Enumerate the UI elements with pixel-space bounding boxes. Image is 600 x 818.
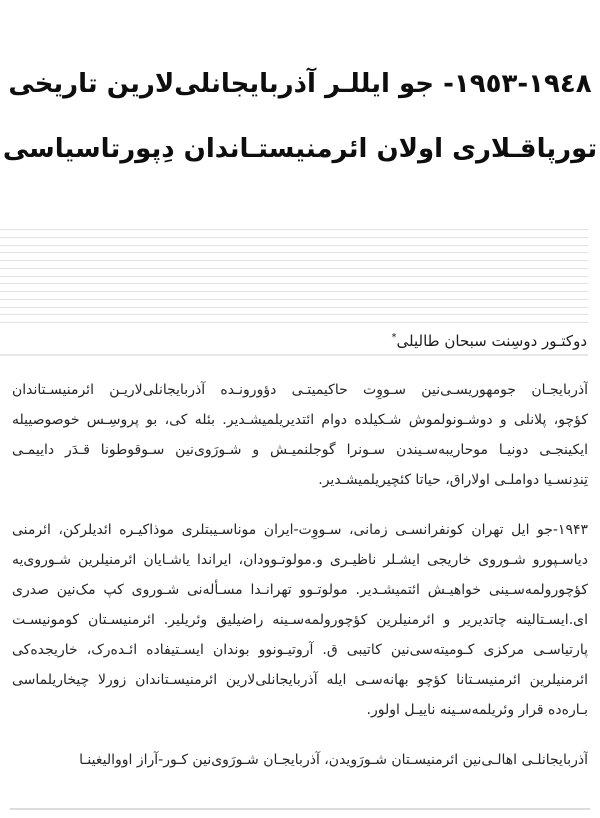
ruled-line xyxy=(0,314,588,315)
ruled-line xyxy=(0,283,588,284)
body-line: دیاسـپورو شـوروی خاریجی ایشـلر ناظیـری و.مولوتـوودان، ایراندا یاشـایان ائرمنیلرین شـوروی‌یه xyxy=(12,552,588,568)
body-paragraph-1 xyxy=(12,375,588,495)
ruled-line xyxy=(0,252,588,253)
author-line xyxy=(392,326,587,353)
body-line: کؤچو، پلانلی و دوشـونولموش شـکیلده دوام ائتدیریلمیشـدیر. بئله کی، بو پروسِـس خوصوصییله xyxy=(12,412,588,428)
decorative-ruled-lines xyxy=(0,229,588,330)
body-line: ایکینجـی دونیـا موحاریبه‌سـیندن سـونرا گوجلنمیـش و شـورَوی‌نین سـوقوطونا قـدَر داییمـی xyxy=(12,442,588,458)
body-paragraph-3 xyxy=(12,745,588,775)
article-body xyxy=(12,375,588,795)
ruled-line xyxy=(0,307,588,308)
article-title xyxy=(0,52,600,182)
author-name: دوکتـور دوسِنت سبحان طالیلی xyxy=(396,332,587,350)
body-line: تِندِنسـیا دواملـی اولاراق، حیاتا کئچیریلمیشـدیر. xyxy=(318,472,588,488)
body-paragraph-2 xyxy=(12,515,588,725)
author-separator-line xyxy=(0,354,588,356)
body-line: آذربایجـان جومهوریسـی‌نین سـووِت حاکیمیتـی دؤورونـده آذربایجانلی‌لاریـن ائرمنیسـتاندان xyxy=(12,382,588,398)
body-line: ائرمنیلرین ائرمنیسـتانا کؤچو بهانه‌سـی ایله آذربایجانلی‌لارین ائرمنیسـتاندان زورلا چیخاریلماسی xyxy=(12,672,588,688)
ruled-line xyxy=(0,322,588,323)
ruled-line xyxy=(0,237,588,238)
body-line: بـاره‌ده قرار وئریلمه‌سـینه ناییـل اولور. xyxy=(366,702,588,718)
footnote-marker-icon: * xyxy=(391,332,397,343)
article-title-line-1: ١٩٤٨-١٩٥٣- جو ایللـر آذربایجانلی‌لارین تاریخی xyxy=(8,69,592,99)
ruled-line xyxy=(0,291,588,292)
ruled-line xyxy=(0,299,588,300)
body-line: ۱۹۴۳-جو ایل تهران کونفرانسـی زمانی، سـووِت-ایران موناسـیبتلری موذاکیـره ائدیلرکن، ائرمنی xyxy=(12,522,588,538)
ruled-line xyxy=(0,245,588,246)
article-title-line-2: تورپاقـلاری اولان ائرمنیستـاندان دِپورتاسیاسی xyxy=(2,134,598,164)
body-line: کؤچورولمه‌سـینی خواهیـش ائتمیشـدیر. مولوتـوو تهرانـدا مسـأله‌نی شـوروی کپ مک‌نین صدری xyxy=(12,582,588,598)
body-line: پارتیاسـی مرکزی کـومیته‌سی‌نین کاتیبی ق. آروتیـونوو بوندان ایسـتیفاده ائـده‌رک، خاریجده‌کی xyxy=(12,642,588,658)
ruled-line xyxy=(0,260,588,261)
footnote-separator-line xyxy=(10,808,590,810)
body-line: آذربایجانلـی اهالـی‌نین ائرمنیسـتان شـورَویدن، آذربایجـان شـورَوی‌نین کـور-آراز اووالیغینـا xyxy=(79,752,588,768)
body-line: ای.ایسـتالینه چاتدیریر و ائرمنیلرین کؤچورولمه‌سـینه راضیلیق وئریلیر. ائرمنیسـتان کومونیسـت xyxy=(12,612,588,628)
ruled-line xyxy=(0,268,588,269)
ruled-line xyxy=(0,229,588,230)
ruled-line xyxy=(0,276,588,277)
